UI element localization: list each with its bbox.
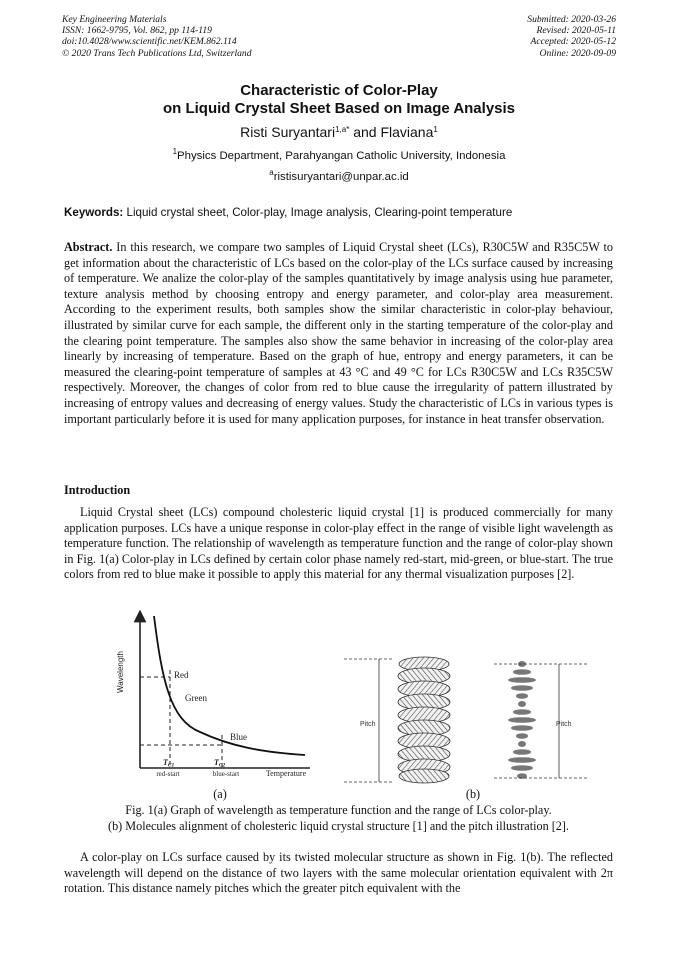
tc2-symbol — [214, 758, 226, 769]
abstract — [64, 240, 613, 427]
blue-label: Blue — [230, 732, 247, 742]
pitch-label-right: Pitch — [556, 721, 572, 728]
tc2-label: blue-start — [212, 770, 240, 778]
tc2-subscript: C2 — [218, 762, 226, 769]
doi-line: doi:10.4028/www.scientific.net/KEM.862.114 — [62, 36, 237, 48]
abstract-label: Abstract. — [64, 240, 113, 254]
author-email — [62, 168, 616, 183]
dates-info — [527, 14, 616, 59]
figure-caption-line-1: Fig. 1(a) Graph of wavelength as temperature function and the range of LCs color-play. — [125, 803, 552, 817]
abstract-text: In this research, we compare two samples of Liquid Crystal sheet (LCs), R30C5W and R35C5W to get information about the characteristic of LCs based on the color-play of the LCs surface caused by increasing of temperature. We analize the color-play of the samples quantitatively by image analysis using hue parameter, texture analysis method by choosing entropy and energy parameter, and color-play area measurement. According to the experiment results, both samples show the similar characteristic in color-play behaviour, illustrated by similar curve for each sample, the different only in the starting temperature of the color-play and the clearing point temperature. The samples also show the same behavior in increasing of the color-play area linearly by increasing of temperature. Based on the graph of hue, entropy and energy parameters, it can be measured the clearing-point temperature of samples at 43 °C and 49 °C for LCs R30C5W and LCs R35C5W respectively. Moreover, the changes of color from red to blue cause the irregularity of pattern illustrated by increasing of entropy values and decreasing of energy values. Study the characteristic of LCs in various types is important particularly before it is used for many application purposes, for instance in heat transfer observation. — [64, 240, 613, 426]
introduction-paragraph: Liquid Crystal sheet (LCs) compound cholesteric liquid crystal [1] is produced commercially for many application purposes. LCs have a unique response in color-play effect in the range of visible light wavelength as temperature function. The relationship of wavelength as temperature function and the range of color-play shown in Fig. 1(a) Color-play in LCs defined by certain color phase namely red-start, mid-green, or blue-start. The true colors from red to blue make it possible to apply this material for any thermal visualization purposes [2]. — [64, 505, 613, 582]
green-label: Green — [185, 693, 207, 703]
author-1: Risti Suryantari — [240, 124, 336, 140]
copyright-line: © 2020 Trans Tech Publications Ltd, Switzerland — [62, 47, 252, 59]
y-axis-label: Wavelength — [116, 651, 125, 693]
tc2-letter: T — [214, 758, 219, 767]
molecular-layer-stack — [398, 657, 450, 783]
authors-and: and — [349, 124, 381, 140]
paper-title — [62, 82, 616, 118]
journal-name: Key Engineering Materials — [62, 14, 167, 25]
tc1-label: red-start — [156, 770, 180, 778]
submitted-date: Submitted: 2020-03-26 — [527, 14, 616, 25]
section-heading-introduction: Introduction — [64, 483, 131, 497]
keywords — [64, 206, 616, 219]
pitch-label-left: Pitch — [360, 721, 376, 728]
affiliation — [62, 147, 616, 162]
figure-label-b: (b) — [465, 787, 481, 801]
authors — [62, 124, 616, 140]
keywords-label: Keywords: — [64, 206, 124, 219]
author-1-affil-mark: 1,a* — [335, 125, 350, 134]
figure-caption-line-2: (b) Molecules alignment of cholesteric liquid crystal structure [1] and the pitch illustration [2]. — [108, 818, 569, 833]
email-text: ristisuryantari@unpar.ac.id — [273, 171, 409, 183]
author-2: Flaviana — [380, 124, 434, 140]
pitch-helix-illustration — [508, 661, 536, 779]
figure-caption — [64, 803, 613, 834]
x-axis-label: Temperature — [265, 769, 307, 778]
title-line-2: on Liquid Crystal Sheet Based on Image Analysis — [162, 100, 516, 117]
affiliation-mark: 1 — [172, 147, 178, 156]
cholesteric-structure-illustration — [334, 652, 596, 786]
author-2-affil-mark: 1 — [433, 125, 438, 134]
figure-label-a: (a) — [213, 787, 227, 801]
online-date: Online: 2020-09-09 — [539, 47, 616, 59]
tc1-letter: T — [163, 758, 168, 767]
accepted-date: Accepted: 2020-05-12 — [530, 36, 616, 48]
tc1-symbol — [163, 758, 175, 769]
revised-date: Revised: 2020-05-11 — [536, 25, 616, 37]
email-mark: a — [269, 168, 274, 177]
affiliation-text: Physics Department, Parahyangan Catholic University, Indonesia — [177, 150, 506, 162]
wavelength-temperature-graph — [110, 610, 320, 785]
red-label: Red — [174, 670, 189, 680]
issn-line: ISSN: 1662-9795, Vol. 862, pp 114-119 — [62, 25, 212, 37]
keywords-text: Liquid crystal sheet, Color-play, Image analysis, Clearing-point temperature — [123, 206, 513, 219]
post-figure-paragraph: A color-play on LCs surface caused by its twisted molecular structure as shown in Fig. 1(b). The reflected wavelength will depend on the distance of two layers with the same molecular orientation equivalent with 2π rotation. This distance namely pitches which the greater pitch equivalent with the — [64, 850, 613, 896]
title-line-1: Characteristic of Color-Play — [240, 82, 438, 99]
journal-info — [62, 14, 252, 59]
tc1-subscript: C1 — [167, 762, 175, 769]
